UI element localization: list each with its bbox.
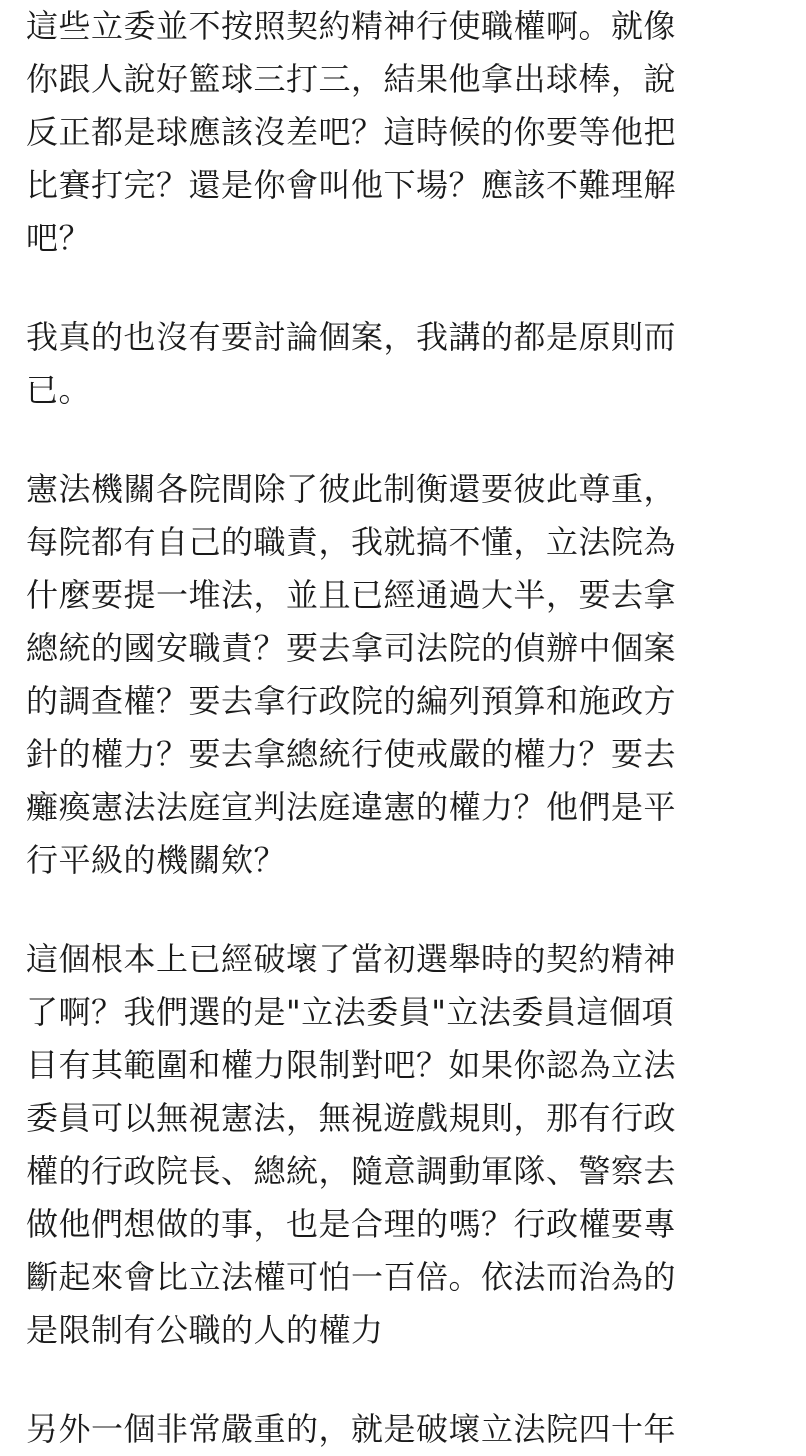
paragraph-spacer [26, 887, 786, 933]
paragraph-3 [26, 463, 786, 887]
text-line: 什麼要提一堆法，並且已經通過大半，要去拿 [26, 576, 677, 614]
text-line: 吧？ [26, 219, 92, 257]
text-line: 憲法機關各院間除了彼此制衡還要彼此尊重， [26, 470, 677, 508]
text-line: 是限制有公職的人的權力 [26, 1311, 384, 1349]
paragraph-spacer [26, 1357, 786, 1403]
paragraph-5 [26, 1403, 786, 1456]
text-line: 你跟人說好籃球三打三，結果他拿出球棒，說 [26, 60, 677, 98]
text-line: 癱瘓憲法法庭宣判法庭違憲的權力？他們是平 [26, 788, 677, 826]
text-line: 比賽打完？還是你會叫他下場？應該不難理解 [26, 166, 677, 204]
paragraph-1 [26, 0, 786, 265]
text-line: 針的權力？要去拿總統行使戒嚴的權力？要去 [26, 735, 677, 773]
paragraph-spacer [26, 417, 786, 463]
text-line: 已。 [26, 371, 92, 409]
post-body [26, 0, 786, 1456]
text-line: 權的行政院長、總統，隨意調動軍隊、警察去 [26, 1152, 677, 1190]
paragraph-spacer [26, 265, 786, 311]
text-line: 總統的國安職責？要去拿司法院的偵辦中個案 [26, 629, 677, 667]
text-line: 的調查權？要去拿行政院的編列預算和施政方 [26, 682, 677, 720]
text-line: 目有其範圍和權力限制對吧？如果你認為立法 [26, 1046, 677, 1084]
text-line: 我真的也沒有要討論個案，我講的都是原則而 [26, 318, 677, 356]
text-line: 另外一個非常嚴重的，就是破壞立法院四十年 [26, 1410, 677, 1448]
text-line: 做他們想做的事，也是合理的嗎？行政權要專 [26, 1205, 677, 1243]
text-line: 行平級的機關欸？ [26, 841, 287, 879]
text-line: 反正都是球應該沒差吧？這時候的你要等他把 [26, 113, 677, 151]
paragraph-2 [26, 311, 786, 417]
paragraph-4 [26, 933, 786, 1357]
text-line: 了啊？我們選的是"立法委員"立法委員這個項 [26, 993, 674, 1031]
text-line: 委員可以無視憲法，無視遊戲規則，那有行政 [26, 1099, 677, 1137]
text-line: 這個根本上已經破壞了當初選舉時的契約精神 [26, 940, 677, 978]
text-line: 每院都有自己的職責，我就搞不懂，立法院為 [26, 523, 677, 561]
text-line: 這些立委並不按照契約精神行使職權啊。就像 [26, 7, 677, 45]
text-line: 斷起來會比立法權可怕一百倍。依法而治為的 [26, 1258, 677, 1296]
